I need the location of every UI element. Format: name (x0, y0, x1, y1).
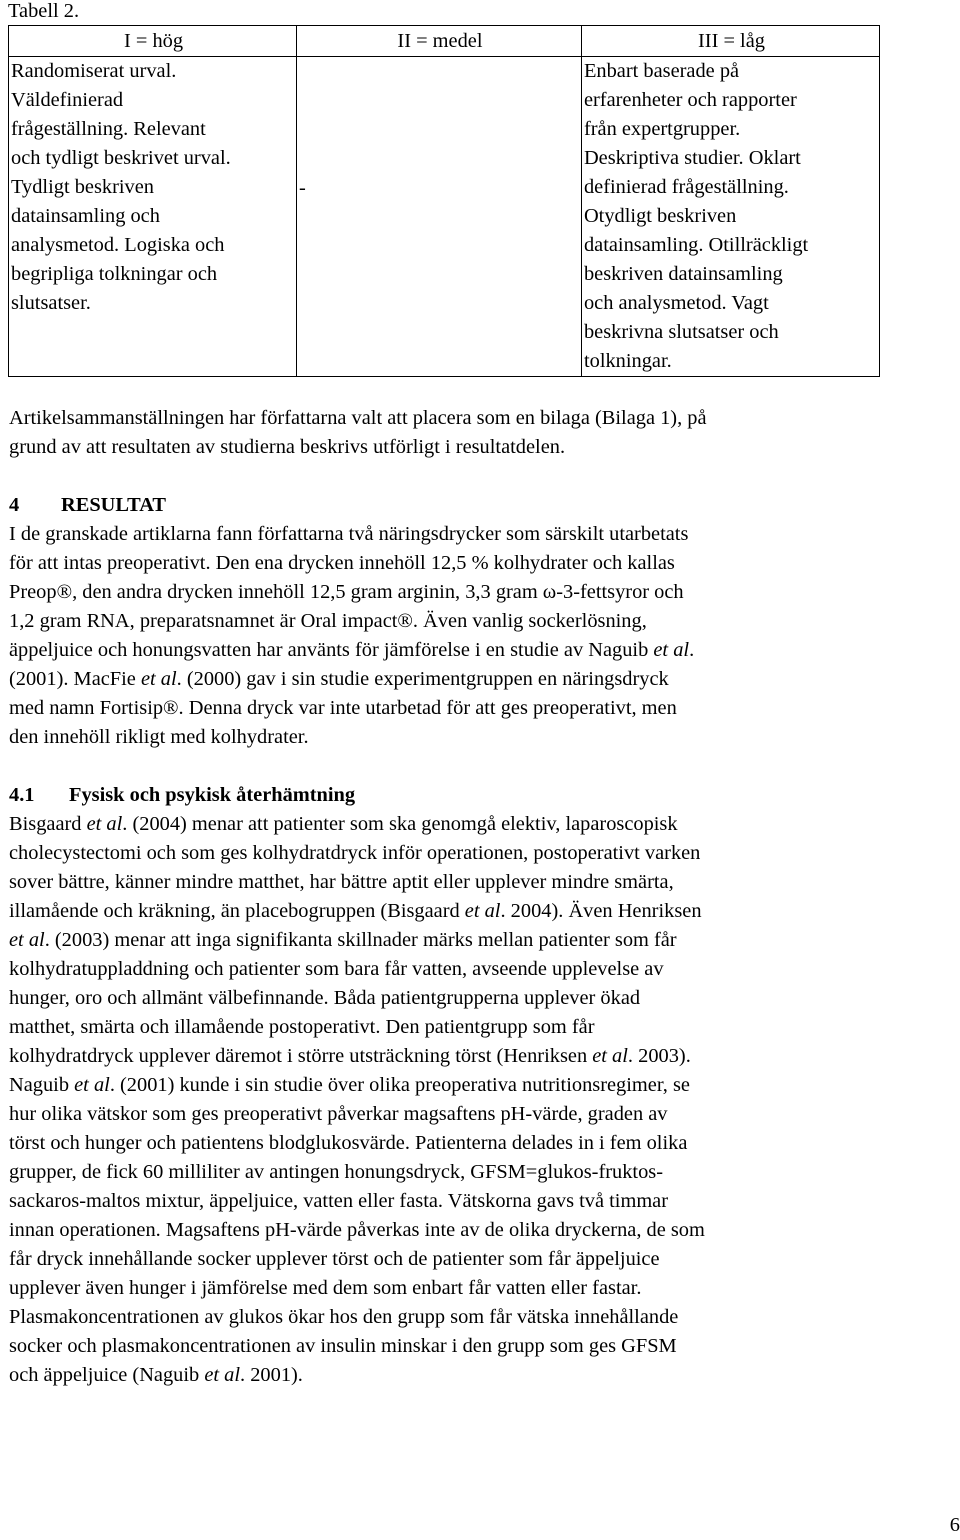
cell-line: Randomiserat urval. (11, 60, 177, 82)
table-row (9, 57, 880, 377)
cell-line: tolkningar. (583, 350, 672, 372)
text-line: äppeljuice och honungsvatten har använts för jämförelse i en studie av Naguib et al. (9, 639, 695, 661)
cell-low (581, 57, 879, 377)
text-line: kolhydratuppladdning och patienter som bara får vatten, avseende upplevelse av (9, 958, 664, 980)
italic-term: et al (592, 1045, 628, 1067)
text-line: (2001). MacFie et al. (2000) gav i sin studie experimentgruppen en näringsdryck (9, 668, 669, 690)
cell-line: datainsamling och (11, 205, 160, 227)
cell-line: Tydligt beskriven (11, 176, 154, 198)
italic-term: et al (74, 1074, 110, 1096)
text-line: matthet, smärta och illamående postoperativt. Den patientgrupp som får (9, 1016, 595, 1038)
text-line: illamående och kräkning, än placebogruppen (Bisgaard et al. 2004). Även Henriksen (9, 900, 702, 922)
cell-line: från expertgrupper. (583, 118, 741, 140)
text-line: I de granskade artiklarna fann författarna två näringsdrycker som särskilt utarbetats (9, 523, 689, 545)
cell-medium (296, 57, 581, 377)
text-line: 1,2 gram RNA, preparatsnamnet är Oral impact®. Även vanlig sockerlösning, (9, 610, 647, 632)
text-line: Preop®, den andra drycken innehöll 12,5 gram arginin, 3,3 gram ω-3-fettsyror och (9, 581, 684, 603)
cell-line: definierad frågeställning. (583, 176, 789, 198)
table-caption: Tabell 2. (8, 0, 80, 22)
text-line: upplever även hunger i jämförelse med dem som enbart får vatten eller fastar. (9, 1277, 642, 1299)
text-line: Bisgaard et al. (2004) menar att patienter som ska genomgå elektiv, laparoscopisk (9, 813, 678, 835)
cell-line: beskriven datainsamling (583, 263, 783, 285)
cell-line: Enbart baserade på (583, 60, 740, 82)
section-title: RESULTAT (61, 494, 167, 516)
text-line: et al. (2003) menar att inga signifikanta skillnader märks mellan patienter som får (9, 929, 677, 951)
cell-line: Väldefinierad (11, 89, 124, 111)
header-high: I = hög (9, 26, 297, 57)
text-line: Artikelsammanställningen har författarna valt att placera som en bilaga (Bilaga 1), på (9, 407, 707, 429)
cell-line: och tydligt beskrivet urval. (11, 147, 231, 169)
section-number: 4 (9, 494, 20, 516)
evidence-grade-table (8, 25, 880, 377)
subsection-heading-recovery (9, 781, 889, 810)
italic-term: et al (204, 1364, 241, 1386)
text-line: med namn Fortisip®. Denna dryck var inte utarbetad för att ges preoperativt, men (9, 697, 677, 719)
text-line: får dryck innehållande socker upplever törst och de patienter som får äppeljuice (9, 1248, 660, 1270)
text-line: innan operationen. Magsaftens pH-värde påverkas inte av de olika dryckerna, de som (9, 1219, 705, 1241)
text-line: cholecystectomi och som ges kolhydratdryck inför operationen, postoperativt varken (9, 842, 701, 864)
cell-line: begripliga tolkningar och (11, 263, 218, 285)
text-line: kolhydratdryck upplever däremot i större utsträckning törst (Henriksen et al. 2003). (9, 1045, 691, 1067)
page-number: 6 (949, 1514, 960, 1536)
intro-paragraph (9, 404, 889, 462)
italic-term: et al (653, 639, 690, 661)
text-line: grupper, de fick 60 milliliter av antingen honungsdryck, GFSM=glukos-fruktos- (9, 1161, 664, 1183)
cell-high (9, 57, 297, 377)
cell-line: och analysmetod. Vagt (583, 292, 769, 314)
cell-line: Deskriptiva studier. Oklart (583, 147, 801, 169)
text-line: hur olika vätskor som ges preoperativt påverkar magsaftens pH-värde, graden av (9, 1103, 668, 1125)
cell-line: frågeställning. Relevant (11, 118, 206, 140)
italic-term: et al (9, 929, 45, 951)
header-low: III = låg (581, 26, 879, 57)
text-line: Plasmakoncentrationen av glukos ökar hos den grupp som får vätska innehållande (9, 1306, 679, 1328)
text-line: grund av att resultaten av studierna beskrivs utförligt i resultatdelen. (9, 436, 566, 458)
document-body (9, 404, 889, 1390)
italic-term: et al (140, 668, 177, 690)
cell-line: erfarenheter och rapporter (583, 89, 797, 111)
recovery-paragraph (9, 810, 889, 1390)
subsection-title: Fysisk och psykisk återhämtning (69, 784, 356, 806)
cell-high-text (11, 57, 296, 318)
table-header-row (9, 26, 880, 57)
text-line: den innehöll rikligt med kolhydrater. (9, 726, 309, 748)
subsection-number: 4.1 (9, 784, 35, 806)
cell-line: slutsatser. (11, 292, 91, 314)
cell-medium-text: - (298, 177, 306, 199)
text-line: socker och plasmakoncentrationen av insulin minskar i den grupp som ges GFSM (9, 1335, 677, 1357)
section-heading-results (9, 491, 889, 520)
header-medium: II = medel (296, 26, 581, 57)
text-line: för att intas preoperativt. Den ena drycken innehöll 12,5 % kolhydrater och kallas (9, 552, 675, 574)
text-line: sackaros-maltos mixtur, äppeljuice, vatten eller fasta. Vätskorna gavs två timmar (9, 1190, 669, 1212)
italic-term: et al (86, 813, 123, 835)
cell-line: beskrivna slutsatser och (583, 321, 779, 343)
text-line: törst och hunger och patientens blodglukosvärde. Patienterna delades in i fem olika (9, 1132, 688, 1154)
cell-line: datainsamling. Otillräckligt (583, 234, 809, 256)
text-line: sover bättre, känner mindre matthet, har bättre aptit eller upplever mindre smärta, (9, 871, 674, 893)
text-line: och äppeljuice (Naguib et al. 2001). (9, 1364, 303, 1386)
italic-term: et al (464, 900, 501, 922)
cell-line: Otydligt beskriven (583, 205, 737, 227)
text-line: hunger, oro och allmänt välbefinnande. Båda patientgrupperna upplever ökad (9, 987, 641, 1009)
cell-line: analysmetod. Logiska och (11, 234, 225, 256)
results-paragraph (9, 520, 889, 752)
text-line: Naguib et al. (2001) kunde i sin studie över olika preoperativa nutritionsregimer, se (9, 1074, 690, 1096)
cell-low-text (584, 57, 879, 376)
